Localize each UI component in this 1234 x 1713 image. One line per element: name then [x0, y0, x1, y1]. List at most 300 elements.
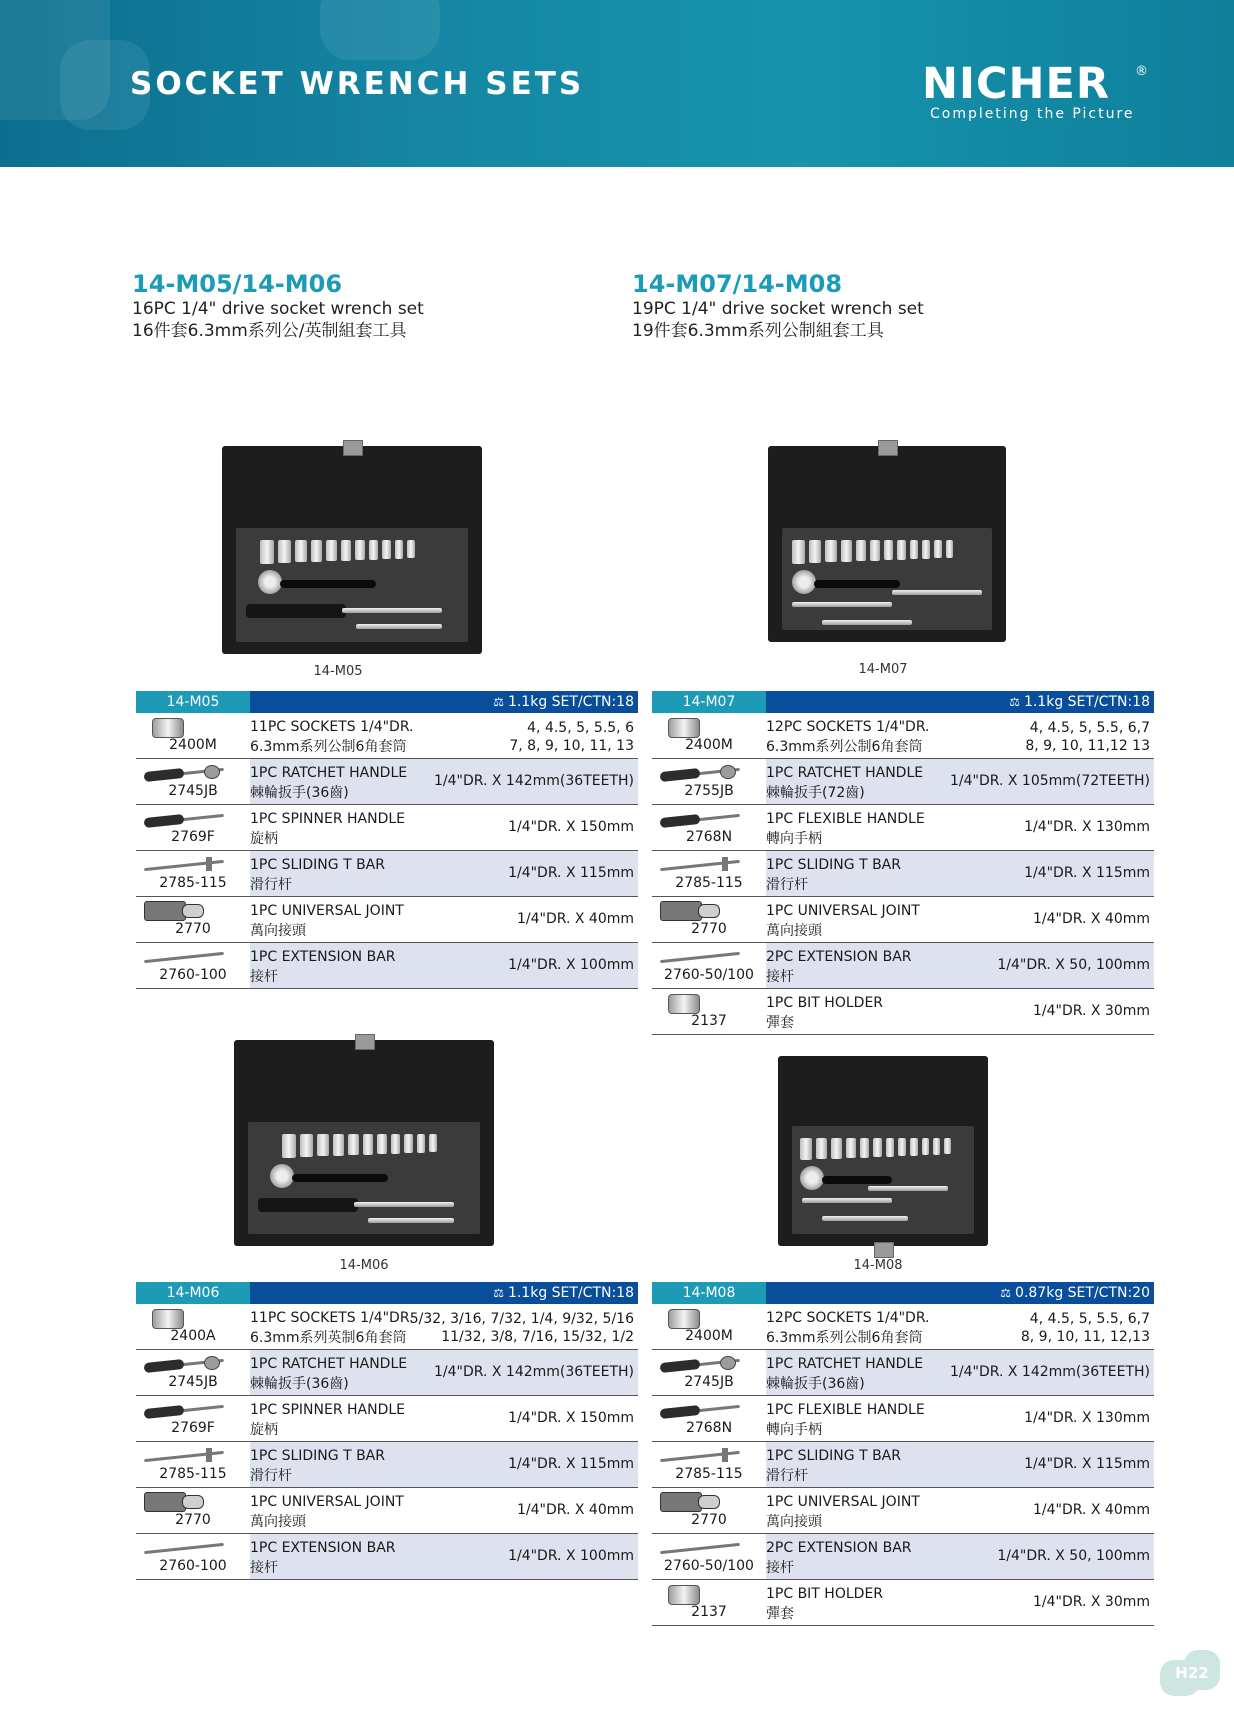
- left-model-code: 14-M05/14-M06: [132, 270, 343, 298]
- item-name: 1PC RATCHET HANDLE: [250, 1356, 408, 1372]
- item-name-zh: 接杆: [766, 1560, 794, 1576]
- product-photo-14-M06: [234, 1040, 494, 1246]
- joint-tool-icon-part: [660, 901, 702, 921]
- item-name: 1PC UNIVERSAL JOINT: [250, 1494, 404, 1510]
- table-row: [652, 713, 1154, 759]
- socket-tool-icon: [140, 717, 232, 737]
- item-name-zh: 轉向手柄: [766, 1422, 822, 1438]
- scale-icon: ⚖: [1000, 1286, 1012, 1300]
- item-size-line: 8, 9, 10, 11, 12,13: [1020, 1329, 1150, 1345]
- item-size: [508, 1456, 634, 1472]
- joint-tool-icon: [140, 1492, 232, 1512]
- item-size: [517, 911, 634, 927]
- item-size: [997, 957, 1150, 973]
- item-size-line: 1/4"DR. X 142mm(36TEETH): [434, 773, 634, 789]
- part-number: 2755JB: [684, 783, 734, 799]
- item-name-zh: 棘輪扳手(72齒): [766, 785, 865, 801]
- item-name-zh: 滑行杆: [250, 1468, 292, 1484]
- item-name: 12PC SOCKETS 1/4"DR.: [766, 1310, 930, 1326]
- socket-tool-icon-part: [668, 994, 700, 1014]
- case-latch: [874, 1242, 894, 1258]
- item-name-zh: 滑行杆: [766, 1468, 808, 1484]
- item-size: [508, 1548, 634, 1564]
- bar-tool-icon: [656, 947, 748, 967]
- item-size-line: 1/4"DR. X 150mm: [508, 819, 634, 835]
- scale-icon: ⚖: [1009, 695, 1020, 709]
- left-desc-en: 16PC 1/4" drive socket wrench set: [132, 299, 424, 319]
- item-name: 1PC RATCHET HANDLE: [250, 765, 408, 781]
- table-weight-spec: [766, 1285, 1154, 1301]
- photo-caption-14-M05: 14-M05: [313, 664, 363, 679]
- item-name-zh: 滑行杆: [766, 877, 808, 893]
- table-row: [136, 1442, 638, 1488]
- item-detail: [766, 1442, 1154, 1487]
- table-code-cell: 14-M06: [136, 1282, 250, 1304]
- photo-caption-14-M08: 14-M08: [853, 1258, 903, 1273]
- item-size: [1024, 819, 1150, 835]
- table-row: [136, 713, 638, 759]
- table-header: [136, 691, 638, 713]
- item-detail: [250, 1396, 638, 1441]
- table-row: [652, 1580, 1154, 1626]
- spinner-tool-icon: [140, 1400, 232, 1420]
- part-number: 2745JB: [684, 1374, 734, 1390]
- joint-tool-icon-part: [144, 1492, 186, 1512]
- ratchet-tool-icon: [140, 1354, 232, 1374]
- table-code-cell: 14-M08: [652, 1282, 766, 1304]
- joint-tool-icon-part: [144, 901, 186, 921]
- part-number: 2745JB: [168, 1374, 218, 1390]
- item-size-line: 1/4"DR. X 40mm: [1032, 1502, 1150, 1518]
- case-tray: [236, 528, 468, 642]
- spinner-tool-icon: [140, 809, 232, 829]
- ratchet-grip: [292, 1174, 388, 1182]
- part-number: 2770: [175, 1512, 211, 1528]
- item-size: [508, 957, 634, 973]
- item-name-zh: 滑行杆: [250, 877, 292, 893]
- scale-icon: ⚖: [493, 1286, 504, 1300]
- item-name: 1PC BIT HOLDER: [766, 995, 884, 1011]
- item-name: 1PC EXTENSION BAR: [250, 1540, 396, 1556]
- ratchet-tool-icon-part: [144, 768, 185, 782]
- ratchet-head: [792, 570, 816, 594]
- item-name: 11PC SOCKETS 1/4"DR.: [250, 719, 414, 735]
- product-photo-14-M05: [222, 446, 482, 654]
- part-number: 2785-115: [675, 875, 743, 891]
- item-name: 1PC FLEXIBLE HANDLE: [766, 811, 925, 827]
- part-number: 2745JB: [168, 783, 218, 799]
- item-name-zh: 6.3mm系列英制6角套筒: [250, 1330, 407, 1346]
- table-row: [652, 1534, 1154, 1580]
- item-size-line: 7, 8, 9, 10, 11, 13: [509, 738, 634, 754]
- item-name: 1PC FLEXIBLE HANDLE: [766, 1402, 925, 1418]
- case-tray: [792, 1126, 974, 1234]
- item-size-line: 5/32, 3/16, 7/32, 1/4, 9/32, 5/16: [409, 1311, 634, 1327]
- item-name: 12PC SOCKETS 1/4"DR.: [766, 719, 930, 735]
- bar-tool-icon-part: [660, 1543, 740, 1554]
- table-row: [136, 1534, 638, 1580]
- socket-tool-icon-part: [152, 1309, 184, 1329]
- part-number: 2785-115: [159, 875, 227, 891]
- table-row: [136, 1488, 638, 1534]
- item-name-zh: 6.3mm系列公制6角套筒: [766, 1330, 923, 1346]
- spinner-handle: [258, 1198, 358, 1212]
- part-number: 2768N: [685, 829, 733, 845]
- flex-tool-icon: [656, 1400, 748, 1420]
- joint-tool-icon-part: [698, 904, 720, 918]
- tbar-tool-icon-part: [722, 857, 728, 871]
- socket-tool-icon-part: [668, 1585, 700, 1605]
- item-size-line: 1/4"DR. X 130mm: [1024, 819, 1150, 835]
- spinner-tool-icon-part: [144, 1405, 185, 1419]
- item-size: [434, 1364, 634, 1380]
- item-size-line: 1/4"DR. X 142mm(36TEETH): [950, 1364, 1150, 1380]
- item-size-line: 8, 9, 10, 11,12 13: [1025, 738, 1150, 754]
- item-detail: [766, 897, 1154, 942]
- part-number: 2400A: [170, 1328, 216, 1344]
- extension-bar: [822, 1216, 908, 1221]
- item-size-line: 1/4"DR. X 30mm: [1032, 1594, 1150, 1610]
- bar-tool-icon-part: [144, 952, 224, 963]
- item-name-zh: 彈套: [766, 1015, 794, 1031]
- flexible-handle: [792, 602, 892, 607]
- socket-tool-icon: [140, 1308, 232, 1328]
- item-size: [1033, 1003, 1150, 1019]
- item-size-line: 1/4"DR. X 115mm: [508, 1456, 634, 1472]
- t-bar: [892, 590, 982, 595]
- table-row: [652, 1396, 1154, 1442]
- item-detail: [250, 1442, 638, 1487]
- part-number: 2760-50/100: [664, 967, 754, 983]
- part-number: 2770: [691, 1512, 727, 1528]
- tbar-tool-icon-part: [722, 1448, 728, 1462]
- item-size: [1024, 1456, 1150, 1472]
- socket-tool-icon: [656, 1308, 748, 1328]
- bar-tool-icon: [140, 1538, 232, 1558]
- item-size-line: 1/4"DR. X 50, 100mm: [997, 1548, 1150, 1564]
- right-desc-en: 19PC 1/4" drive socket wrench set: [632, 299, 924, 319]
- item-size-line: 1/4"DR. X 100mm: [508, 957, 634, 973]
- t-bar: [868, 1186, 948, 1191]
- item-size-line: 1/4"DR. X 40mm: [516, 911, 634, 927]
- item-size: [950, 1364, 1150, 1380]
- item-name-zh: 萬向接頭: [766, 1514, 822, 1530]
- item-detail: [766, 1488, 1154, 1533]
- left-desc-zh: 16件套6.3mm系列公/英制組套工具: [132, 321, 407, 341]
- item-size-line: 1/4"DR. X 105mm(72TEETH): [950, 773, 1150, 789]
- part-number: 2137: [691, 1604, 727, 1620]
- puzzle-decoration: [320, 0, 440, 60]
- table-row: [136, 805, 638, 851]
- part-number: 2400M: [169, 737, 217, 753]
- item-detail: [250, 897, 638, 942]
- header-banner: [0, 0, 1234, 167]
- table-row: [136, 1350, 638, 1396]
- case-latch: [355, 1034, 375, 1050]
- item-detail: [766, 943, 1154, 988]
- ratchet-tool-icon: [656, 1354, 748, 1374]
- product-photo-14-M08: [778, 1056, 988, 1246]
- item-name: 2PC EXTENSION BAR: [766, 1540, 912, 1556]
- socket-tool-icon-part: [668, 718, 700, 738]
- table-row: [136, 759, 638, 805]
- table-weight-spec: [250, 694, 638, 710]
- table-row: [652, 1350, 1154, 1396]
- tbar-tool-icon: [656, 1446, 748, 1466]
- tbar-tool-icon: [140, 855, 232, 875]
- bar-tool-icon: [140, 947, 232, 967]
- item-name: 1PC SPINNER HANDLE: [250, 811, 406, 827]
- weight-spec-text: 1.1kg SET/CTN:18: [507, 694, 634, 710]
- part-number: 2785-115: [159, 1466, 227, 1482]
- item-size: [509, 719, 634, 755]
- item-name-zh: 棘輪扳手(36齒): [766, 1376, 865, 1392]
- item-name: 1PC UNIVERSAL JOINT: [766, 1494, 920, 1510]
- case-tray: [248, 1122, 480, 1234]
- table-row: [136, 851, 638, 897]
- item-detail: [766, 759, 1154, 804]
- registered-mark: ®: [1135, 64, 1148, 79]
- table-row: [652, 805, 1154, 851]
- item-name-zh: 旋柄: [250, 831, 278, 847]
- brand-logo: [922, 59, 1152, 122]
- joint-tool-icon: [140, 901, 232, 921]
- flex-tool-icon-part: [660, 814, 701, 828]
- bar-tool-icon-part: [660, 952, 740, 963]
- t-bar: [354, 1202, 454, 1207]
- part-number: 2137: [691, 1013, 727, 1029]
- item-size: [410, 1310, 634, 1346]
- flexible-handle: [802, 1198, 892, 1203]
- flex-tool-icon: [656, 809, 748, 829]
- table-row: [652, 1304, 1154, 1350]
- bar-tool-icon-part: [144, 1543, 224, 1554]
- ratchet-tool-icon-part: [720, 1356, 736, 1370]
- item-size: [1033, 1594, 1150, 1610]
- brand-name: NICHER: [922, 59, 1111, 109]
- socket-row: [792, 540, 953, 564]
- item-name: 1PC BIT HOLDER: [766, 1586, 884, 1602]
- item-name: 1PC SLIDING T BAR: [766, 1448, 901, 1464]
- spinner-handle: [246, 604, 346, 618]
- socket-tool-icon: [656, 717, 748, 737]
- ratchet-tool-icon: [656, 763, 748, 783]
- item-detail: [766, 989, 1154, 1034]
- socket-row: [260, 540, 415, 564]
- part-number: 2770: [175, 921, 211, 937]
- item-name-zh: 接杆: [766, 969, 794, 985]
- case-tray: [782, 528, 992, 630]
- brand-tagline: Completing the Picture: [930, 106, 1135, 122]
- item-name: 1PC SLIDING T BAR: [250, 857, 385, 873]
- scale-icon: ⚖: [493, 695, 504, 709]
- item-detail: [250, 851, 638, 896]
- item-size-line: 1/4"DR. X 115mm: [508, 865, 634, 881]
- part-number: 2768N: [685, 1420, 733, 1436]
- ratchet-tool-icon-part: [204, 765, 220, 779]
- ratchet-head: [270, 1164, 294, 1188]
- ratchet-tool-icon-part: [720, 765, 736, 779]
- item-size: [1024, 1410, 1150, 1426]
- item-size-line: 1/4"DR. X 50, 100mm: [997, 957, 1150, 973]
- socket-tool-icon-part: [152, 718, 184, 738]
- table-row: [652, 989, 1154, 1035]
- item-size-line: 1/4"DR. X 40mm: [516, 1502, 634, 1518]
- tbar-tool-icon-part: [206, 1448, 212, 1462]
- item-size-line: 1/4"DR. X 30mm: [1032, 1003, 1150, 1019]
- item-name: 1PC UNIVERSAL JOINT: [766, 903, 920, 919]
- joint-tool-icon: [656, 1492, 748, 1512]
- item-detail: [250, 1488, 638, 1533]
- table-code-cell: 14-M07: [652, 691, 766, 713]
- item-size-line: 1/4"DR. X 130mm: [1024, 1410, 1150, 1426]
- item-detail: [250, 759, 638, 804]
- spec-table-14-M06: [136, 1282, 638, 1580]
- item-name: 1PC SLIDING T BAR: [766, 857, 901, 873]
- extension-bar: [368, 1218, 454, 1223]
- item-size-line: 11/32, 3/8, 7/16, 15/32, 1/2: [441, 1329, 634, 1345]
- item-size-line: 4, 4.5, 5, 5.5, 6,7: [1029, 1311, 1150, 1327]
- ratchet-tool-icon-part: [204, 1356, 220, 1370]
- ratchet-head: [258, 570, 282, 594]
- table-row: [652, 1488, 1154, 1534]
- item-name-zh: 轉向手柄: [766, 831, 822, 847]
- item-name: 2PC EXTENSION BAR: [766, 949, 912, 965]
- spinner-tool-icon-part: [144, 814, 185, 828]
- ratchet-tool-icon-part: [660, 1359, 701, 1373]
- item-size-line: 1/4"DR. X 142mm(36TEETH): [434, 1364, 634, 1380]
- item-name-zh: 接杆: [250, 969, 278, 985]
- part-number: 2760-100: [159, 967, 227, 983]
- page-title: SOCKET WRENCH SETS: [130, 66, 585, 102]
- item-detail: [766, 1304, 1154, 1349]
- item-size: [1025, 719, 1150, 755]
- item-size-line: 1/4"DR. X 115mm: [1024, 1456, 1150, 1472]
- table-row: [652, 759, 1154, 805]
- table-header: [652, 691, 1154, 713]
- joint-tool-icon-part: [660, 1492, 702, 1512]
- table-row: [136, 1304, 638, 1350]
- item-name: 1PC EXTENSION BAR: [250, 949, 396, 965]
- photo-caption-14-M06: 14-M06: [339, 1258, 389, 1273]
- item-size: [1024, 865, 1150, 881]
- item-size-line: 4, 4.5, 5, 5.5, 6: [527, 720, 634, 736]
- part-number: 2769F: [171, 829, 215, 845]
- item-name-zh: 萬向接頭: [250, 1514, 306, 1530]
- spec-table-14-M07: [652, 691, 1154, 1035]
- left-section-heading: [132, 270, 424, 342]
- extension-bar: [356, 624, 442, 629]
- ratchet-grip: [280, 580, 376, 588]
- table-row: [652, 851, 1154, 897]
- weight-spec-text: 0.87kg SET/CTN:20: [1015, 1285, 1150, 1301]
- item-name: 1PC RATCHET HANDLE: [766, 1356, 924, 1372]
- item-name-zh: 萬向接頭: [250, 923, 306, 939]
- part-number: 2400M: [685, 1328, 733, 1344]
- item-size: [434, 773, 634, 789]
- item-size-line: 1/4"DR. X 40mm: [1032, 911, 1150, 927]
- weight-spec-text: 1.1kg SET/CTN:18: [507, 1285, 634, 1301]
- part-number: 2769F: [171, 1420, 215, 1436]
- spec-table-14-M05: [136, 691, 638, 989]
- item-detail: [250, 1304, 638, 1349]
- ratchet-grip: [814, 580, 900, 588]
- item-name-zh: 萬向接頭: [766, 923, 822, 939]
- table-header: [136, 1282, 638, 1304]
- item-detail: [250, 1534, 638, 1579]
- item-name-zh: 6.3mm系列公制6角套筒: [250, 739, 407, 755]
- item-size: [1033, 1502, 1150, 1518]
- photo-caption-14-M07: 14-M07: [858, 662, 908, 677]
- item-size: [508, 819, 634, 835]
- bar-tool-icon: [656, 1538, 748, 1558]
- socket-tool-icon: [656, 1584, 748, 1604]
- ratchet-tool-icon-part: [144, 1359, 185, 1373]
- item-name-zh: 棘輪扳手(36齒): [250, 785, 349, 801]
- table-row: [136, 943, 638, 989]
- ratchet-tool-icon-part: [660, 768, 701, 782]
- weight-spec-text: 1.1kg SET/CTN:18: [1023, 694, 1150, 710]
- item-size: [997, 1548, 1150, 1564]
- ratchet-head: [800, 1166, 824, 1190]
- page-number: H22: [1175, 1664, 1209, 1682]
- item-detail: [250, 805, 638, 850]
- item-detail: [766, 1396, 1154, 1441]
- flex-tool-icon-part: [660, 1405, 701, 1419]
- item-size-line: 1/4"DR. X 150mm: [508, 1410, 634, 1426]
- item-detail: [766, 1350, 1154, 1395]
- table-row: [652, 897, 1154, 943]
- table-row: [136, 897, 638, 943]
- case-latch: [878, 440, 898, 456]
- item-size: [508, 865, 634, 881]
- item-size-line: 4, 4.5, 5, 5.5, 6,7: [1029, 720, 1150, 736]
- table-weight-spec: [250, 1285, 638, 1301]
- item-name-zh: 旋柄: [250, 1422, 278, 1438]
- item-name: 1PC SLIDING T BAR: [250, 1448, 385, 1464]
- item-name: 1PC RATCHET HANDLE: [766, 765, 924, 781]
- item-detail: [250, 1350, 638, 1395]
- tbar-tool-icon: [140, 1446, 232, 1466]
- item-name: 1PC SPINNER HANDLE: [250, 1402, 406, 1418]
- item-size: [950, 773, 1150, 789]
- table-row: [652, 943, 1154, 989]
- item-name-zh: 接杆: [250, 1560, 278, 1576]
- page-number-badge: [1160, 1650, 1222, 1702]
- socket-tool-icon-part: [668, 1309, 700, 1329]
- table-code-cell: 14-M05: [136, 691, 250, 713]
- item-name: 11PC SOCKETS 1/4"DR.: [250, 1310, 414, 1326]
- ratchet-tool-icon: [140, 763, 232, 783]
- t-bar: [342, 608, 442, 613]
- joint-tool-icon-part: [698, 1495, 720, 1509]
- right-desc-zh: 19件套6.3mm系列公制組套工具: [632, 321, 884, 341]
- joint-tool-icon-part: [182, 1495, 204, 1509]
- table-header: [652, 1282, 1154, 1304]
- right-model-code: 14-M07/14-M08: [632, 270, 843, 298]
- item-size-line: 1/4"DR. X 100mm: [508, 1548, 634, 1564]
- item-size: [1021, 1310, 1150, 1346]
- part-number: 2760-100: [159, 1558, 227, 1574]
- socket-tool-icon: [656, 993, 748, 1013]
- item-name: 1PC UNIVERSAL JOINT: [250, 903, 404, 919]
- item-detail: [766, 805, 1154, 850]
- part-number: 2770: [691, 921, 727, 937]
- part-number: 2785-115: [675, 1466, 743, 1482]
- item-detail: [250, 943, 638, 988]
- product-photo-14-M07: [768, 446, 1006, 642]
- item-detail: [250, 713, 638, 758]
